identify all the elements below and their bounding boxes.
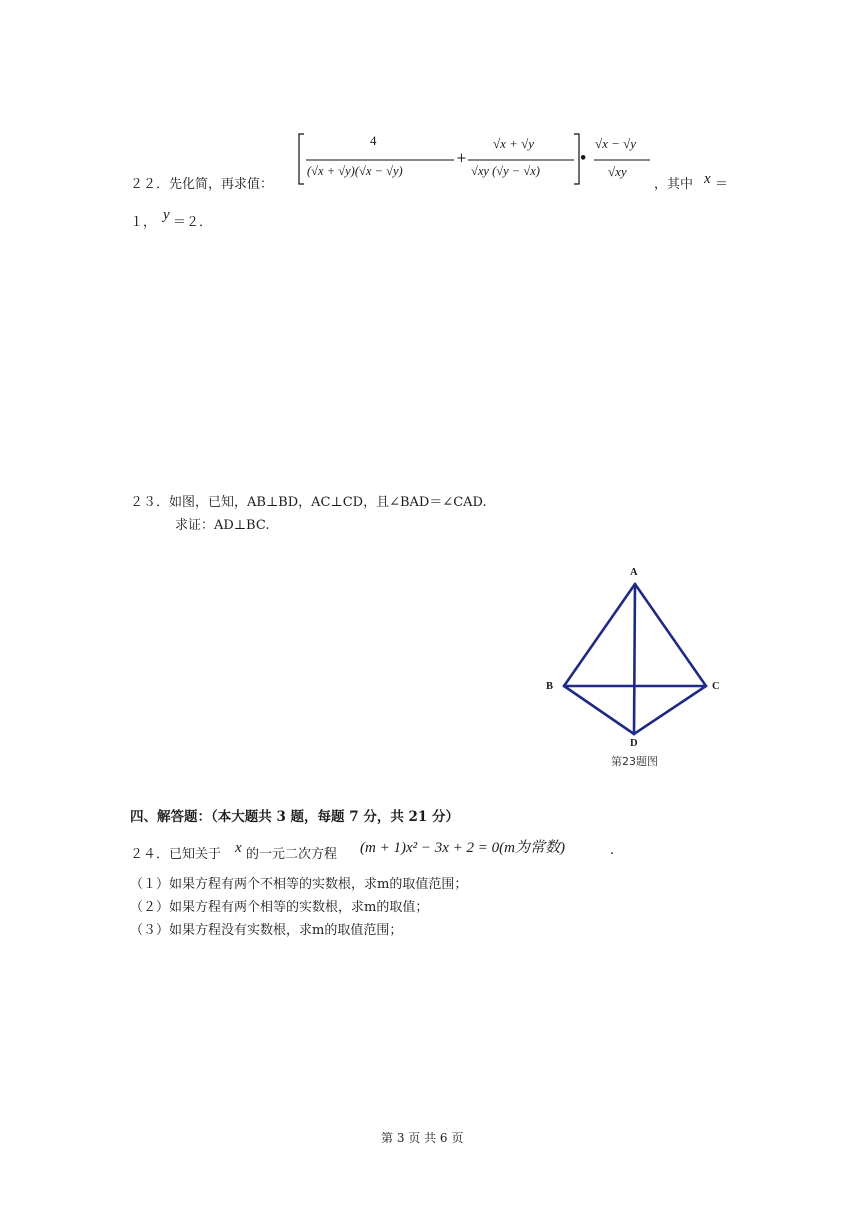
fraction-2-numerator: √x + √y	[493, 136, 535, 151]
q22-condition-x-value: １，	[130, 215, 157, 230]
q24-end: .	[610, 843, 615, 858]
q24-middle: 的一元二次方程	[246, 847, 338, 862]
left-bracket	[299, 134, 304, 184]
equals-sign: ＝	[715, 177, 729, 192]
vertex-b-label: B	[546, 681, 554, 692]
vertex-d-label: D	[630, 738, 638, 749]
q24-prefix: ２４．已知关于	[130, 847, 222, 862]
q24-equation: (m + 1)x² − 3x + 2 = 0(m为常数)	[360, 840, 565, 856]
section-4-title: 四、解答题：（本大题共 3 题，每题 7 分，共 21 分）	[130, 809, 460, 825]
segment-ab	[564, 584, 635, 686]
figure-caption: 第23题图	[611, 755, 658, 768]
q22-condition-prefix: ，其中	[654, 177, 694, 192]
segment-cd	[634, 686, 706, 734]
q22-condition-y-value: ＝２．	[173, 215, 213, 230]
multiply-dot: •	[579, 151, 588, 166]
vertex-c-label: C	[712, 681, 720, 692]
q22-label: ２２．先化简，再求值：	[130, 177, 274, 192]
q24-item-3: （３）如果方程没有实数根，求m的取值范围；	[130, 923, 403, 938]
q24-item-1: （１）如果方程有两个不相等的实数根，求m的取值范围；	[130, 877, 468, 892]
fraction-2-denominator: √xy (√y − √x)	[471, 164, 540, 178]
q24-variable-x: x	[235, 840, 242, 856]
fraction-3-numerator: √x − √y	[595, 136, 637, 151]
q23-statement: ２３．如图，已知，AB⊥BD，AC⊥CD，且∠BAD＝∠CAD.	[130, 495, 487, 510]
q24-item-2: （２）如果方程有两个相等的实数根，求m的取值；	[130, 900, 429, 915]
fraction-3-denominator: √xy	[608, 164, 627, 179]
fraction-1-denominator: (√x + √y)(√x − √y)	[307, 164, 403, 178]
page-footer: 第 3 页 共 6 页	[381, 1131, 464, 1145]
plus-sign: +	[456, 151, 467, 166]
vertex-a-label: A	[630, 567, 638, 578]
q23-prove: 求证：AD⊥BC.	[175, 518, 270, 533]
variable-y: y	[163, 207, 170, 223]
segment-bd	[564, 686, 634, 734]
segment-ad	[634, 584, 635, 734]
variable-x: x	[704, 171, 711, 187]
segment-ac	[635, 584, 706, 686]
fraction-1-numerator: 4	[370, 133, 377, 148]
